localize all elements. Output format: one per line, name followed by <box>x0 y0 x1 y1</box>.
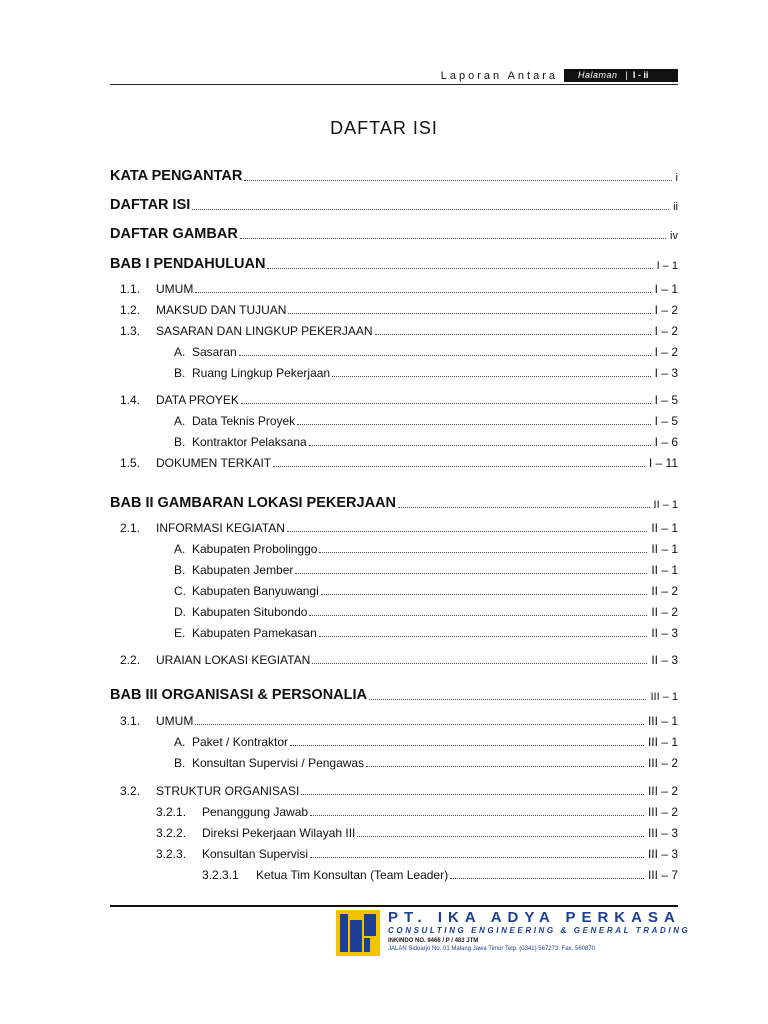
toc-entry-label: UMUM <box>156 282 194 296</box>
toc-entry-label: MAKSUD DAN TUJUAN <box>156 303 287 317</box>
toc-entry <box>110 410 678 428</box>
toc-entry-number: 3.1. <box>120 714 141 728</box>
page-separator: | <box>625 70 628 80</box>
toc-entry-label: Kabupaten Situbondo <box>192 605 308 619</box>
toc-entry-label: Sasaran <box>192 345 237 359</box>
toc-entry-number: C. <box>174 584 186 598</box>
company-tagline: CONSULTING ENGINEERING & GENERAL TRADING <box>388 926 691 935</box>
document-label: Laporan Antara <box>440 70 558 82</box>
toc-entry-page: II – 3 <box>651 653 678 667</box>
dot-leader <box>332 375 651 377</box>
dot-leader <box>195 291 650 293</box>
toc-entry-page: I – 1 <box>656 260 678 272</box>
toc-entry-page: II – 3 <box>651 626 678 640</box>
dot-leader <box>288 312 650 314</box>
toc-entry <box>110 843 678 861</box>
toc-entry <box>110 517 678 535</box>
toc-entry-number: A. <box>174 542 186 556</box>
toc-entry-number: E. <box>174 626 186 640</box>
dot-leader <box>295 572 647 574</box>
toc-entry <box>110 710 678 728</box>
dot-leader <box>241 402 651 404</box>
dot-leader <box>310 856 644 858</box>
toc-entry-label: Konsultan Supervisi <box>202 847 309 861</box>
toc-entry <box>110 559 678 577</box>
dot-leader <box>366 765 644 767</box>
toc-entry-number: A. <box>174 414 186 428</box>
toc-entry-page: III – 1 <box>647 735 678 749</box>
toc-entry-label: INFORMASI KEGIATAN <box>156 521 285 535</box>
toc-entry-page: II – 2 <box>651 605 678 619</box>
toc-entry <box>110 164 678 184</box>
toc-entry-page: I – 5 <box>654 414 678 428</box>
dot-leader <box>297 423 650 425</box>
toc-entry-page: III – 2 <box>647 756 678 770</box>
dot-leader <box>357 835 644 837</box>
toc-entry-label: Kabupaten Pamekasan <box>192 626 317 640</box>
toc-entry-label: STRUKTUR ORGANISASI <box>156 784 300 798</box>
dot-leader <box>239 354 651 356</box>
toc-entry-page: I – 2 <box>654 345 678 359</box>
toc-entry-label: Kabupaten Probolinggo <box>192 542 318 556</box>
company-logo <box>336 910 380 956</box>
company-registration: INKINDO NO. 9466 / P / 483 JTM <box>388 938 479 944</box>
toc-entry-label: DAFTAR ISI <box>110 197 191 213</box>
toc-entry <box>110 731 678 749</box>
toc-entry-page: I – 2 <box>654 324 678 338</box>
page-number: I - ii <box>632 70 649 80</box>
dot-leader <box>309 614 647 616</box>
dot-leader <box>273 465 645 467</box>
dot-leader <box>309 444 651 446</box>
toc-entry <box>110 683 678 703</box>
toc-entry-label: BAB III ORGANISASI & PERSONALIA <box>110 687 367 703</box>
toc-entry-page: III – 2 <box>647 784 678 798</box>
toc-entry-page: I – 5 <box>654 393 678 407</box>
toc-entry <box>110 864 678 882</box>
toc-entry-label: Konsultan Supervisi / Pengawas <box>192 756 365 770</box>
toc-entry-label: Penanggung Jawab <box>202 805 309 819</box>
toc-entry <box>110 362 678 380</box>
page-indicator <box>564 69 678 82</box>
toc-entry-number: A. <box>174 345 186 359</box>
dot-leader <box>312 662 647 664</box>
footer-divider <box>110 905 678 907</box>
toc-entry-page: II – 1 <box>653 499 678 511</box>
toc-entry <box>110 822 678 840</box>
toc-entry-number: 3.2.3. <box>156 847 187 861</box>
toc-entry-number: 3.2.3.1 <box>202 868 239 882</box>
toc-entry-label: DOKUMEN TERKAIT <box>156 456 272 470</box>
toc-entry-label: Kontraktor Pelaksana <box>192 435 307 449</box>
toc-entry <box>110 389 678 407</box>
toc-entry <box>110 622 678 640</box>
toc-entry-label: Kabupaten Jember <box>192 563 294 577</box>
toc-entry-page: I – 3 <box>654 366 678 380</box>
company-name: PT. IKA ADYA PERKASA <box>388 909 681 926</box>
dot-leader <box>369 698 646 700</box>
toc-entry <box>110 278 678 296</box>
toc-entry-label: Ruang Lingkup Pekerjaan <box>192 366 331 380</box>
toc-entry <box>110 580 678 598</box>
toc-entry <box>110 491 678 511</box>
toc-entry <box>110 193 678 213</box>
toc-entry <box>110 649 678 667</box>
toc-entry-page: II – 1 <box>651 563 678 577</box>
toc-entry <box>110 752 678 770</box>
toc-entry <box>110 431 678 449</box>
toc-entry-number: 1.5. <box>120 456 141 470</box>
toc-entry-label: BAB II GAMBARAN LOKASI PEKERJAAN <box>110 495 396 511</box>
toc-entry-page: iv <box>670 230 678 242</box>
toc-entry-page: II – 1 <box>651 542 678 556</box>
toc-entry-number: 1.4. <box>120 393 141 407</box>
dot-leader <box>244 179 671 181</box>
toc-entry-page: I – 1 <box>654 282 678 296</box>
dot-leader <box>267 267 652 269</box>
toc-entry-page: III – 3 <box>647 847 678 861</box>
toc-entry-page: II – 1 <box>651 521 678 535</box>
toc-entry-label: Kabupaten Banyuwangi <box>192 584 319 598</box>
dot-leader <box>319 551 647 553</box>
toc-entry-label: DAFTAR GAMBAR <box>110 226 238 242</box>
toc-entry-number: 3.2.2. <box>156 826 187 840</box>
toc-entry-number: B. <box>174 756 186 770</box>
toc-entry <box>110 341 678 359</box>
page-label: Halaman <box>578 70 618 80</box>
dot-leader <box>287 530 647 532</box>
toc-entry-label: DATA PROYEK <box>156 393 239 407</box>
toc-entry-label: KATA PENGANTAR <box>110 168 243 184</box>
toc-entry-number: D. <box>174 605 186 619</box>
toc-entry-number: 2.2. <box>120 653 141 667</box>
dot-leader <box>310 814 644 816</box>
toc-entry-label: Direksi Pekerjaan Wilayah III <box>202 826 356 840</box>
page-title: DAFTAR ISI <box>330 118 438 138</box>
dot-leader <box>375 333 651 335</box>
dot-leader <box>450 877 644 879</box>
dot-leader <box>195 723 644 725</box>
toc-entry-number: 2.1. <box>120 521 141 535</box>
toc-entry-number: 3.2.1. <box>156 805 187 819</box>
dot-leader <box>290 744 644 746</box>
toc-entry-number: A. <box>174 735 186 749</box>
toc-entry-page: III – 2 <box>647 805 678 819</box>
toc-entry-number: 1.1. <box>120 282 141 296</box>
toc-entry-page: ii <box>673 201 678 213</box>
toc-entry-label: BAB I PENDAHULUAN <box>110 256 266 272</box>
toc-entry-label: Paket / Kontraktor <box>192 735 289 749</box>
dot-leader <box>240 237 666 239</box>
toc-entry-page: i <box>675 172 678 184</box>
toc-entry <box>110 452 678 470</box>
toc-entry-number: 3.2. <box>120 784 141 798</box>
toc-entry <box>110 299 678 317</box>
toc-entry-page: III – 7 <box>647 868 678 882</box>
toc-entry-label: Ketua Tim Konsultan (Team Leader) <box>256 868 449 882</box>
page-header <box>110 68 678 85</box>
toc-entry-label: SASARAN DAN LINGKUP PEKERJAAN <box>156 324 373 338</box>
dot-leader <box>321 593 648 595</box>
toc-entry-label: URAIAN LOKASI KEGIATAN <box>156 653 311 667</box>
toc-entry-number: B. <box>174 563 186 577</box>
toc-entry-page: I – 2 <box>654 303 678 317</box>
toc-entry <box>110 252 678 272</box>
toc-entry-label: UMUM <box>156 714 194 728</box>
toc-entry-number: B. <box>174 366 186 380</box>
toc-entry-page: II – 2 <box>651 584 678 598</box>
toc-entry <box>110 601 678 619</box>
toc-entry-number: 1.2. <box>120 303 141 317</box>
toc-entry <box>110 801 678 819</box>
toc-entry-number: B. <box>174 435 186 449</box>
toc-entry-number: 1.3. <box>120 324 141 338</box>
dot-leader <box>398 506 650 508</box>
dot-leader <box>301 793 644 795</box>
toc-entry-page: I – 6 <box>654 435 678 449</box>
dot-leader <box>319 635 648 637</box>
toc-entry <box>110 320 678 338</box>
toc-entry-page: III – 1 <box>647 714 678 728</box>
toc-entry-label: Data Teknis Proyek <box>192 414 296 428</box>
dot-leader <box>192 208 669 210</box>
toc-entry-page: I – 11 <box>648 456 678 470</box>
company-address: JALAN Sidoarjo No. 01 Malang Jawa Timur Telp. (0341) 567273. Fax. 560870 <box>388 946 596 952</box>
toc-entry <box>110 222 678 242</box>
toc-entry <box>110 538 678 556</box>
toc-entry-page: III – 1 <box>650 691 678 703</box>
toc-entry <box>110 780 678 798</box>
toc-entry-page: III – 3 <box>647 826 678 840</box>
